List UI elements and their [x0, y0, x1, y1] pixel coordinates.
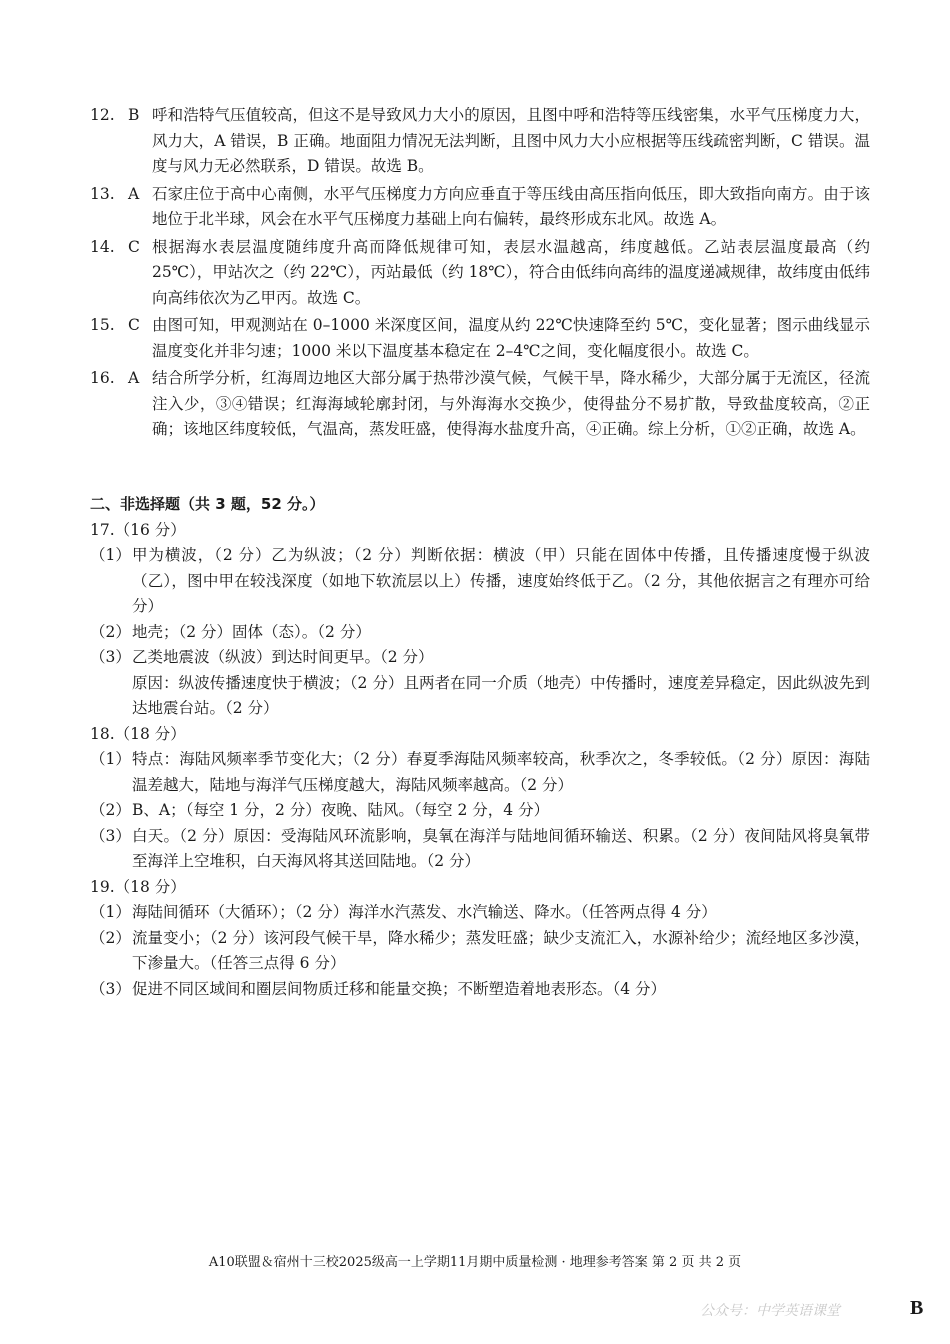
explanation-text: 呼和浩特气压值较高，但这不是导致风力大小的原因，且图中呼和浩特等压线密集，水平气压梯度力大，风力大，A 错误，B 正确。地面阻力情况无法判断，且图中风力大小应根据等压线疏密判断，C 错误。温度与风力无必然联系，D 错误。故选 B。	[152, 106, 870, 175]
part-number: （2）	[90, 801, 131, 819]
part-number: （2）	[90, 622, 131, 641]
part-text: 流量变小；（2 分）该河段气候干旱，降水稀少；蒸发旺盛；缺少支流汇入，水源补给少；流经地区多沙漠，下渗量大。（任答三点得 6 分）	[132, 928, 870, 972]
answer-letter: A	[128, 184, 140, 203]
answer-letter: B	[128, 106, 140, 124]
part-number: （3）	[90, 826, 131, 845]
question-number: 15.	[90, 316, 115, 334]
part-number: （1）	[90, 903, 131, 921]
part-text: B、A；（每空 1 分，2 分）夜晚、陆风。（每空 2 分，4 分）	[132, 801, 550, 819]
answer-item-13	[90, 182, 870, 233]
part-text: 甲为横波，（2 分）乙为纵波；（2 分）判断依据：横波（甲）只能在固体中传播，且传播速度慢于纵波（乙），图中甲在较浅深度（如地下软流层以上）传播，速度始终低于乙。（2 分，其他依据言之有理亦可给分）	[132, 546, 870, 615]
question-18-part-3	[90, 824, 870, 875]
version-mark: B	[910, 1297, 924, 1319]
question-19-part-2	[90, 926, 870, 977]
question-18-part-1	[90, 747, 870, 798]
question-number: 13.	[90, 184, 115, 203]
question-number: 16.	[90, 369, 115, 387]
part-number: （1）	[90, 750, 131, 768]
question-18-heading: 18.（18 分）	[90, 724, 186, 743]
part-number: （3）	[90, 648, 131, 666]
explanation-text: 根据海水表层温度随纬度升高而降低规律可知，表层水温越高，纬度越低。乙站表层温度最高（约 25℃），甲站次之（约 22℃），丙站最低（约 18℃），符合由低纬向高纬的温度递减规律，故纬度由低纬向高纬依次为乙甲丙。故选 C。	[152, 237, 870, 307]
part-text: 特点：海陆风频率季节变化大；（2 分）春夏季海陆风频率较高，秋季次之，冬季较低。（2 分）原因：海陆温差越大，陆地与海洋气压梯度越大，海陆风频率越高。（2 分）	[132, 750, 870, 794]
answer-letter: C	[128, 316, 140, 334]
part-number: （1）	[90, 546, 131, 564]
page-footer: A10联盟＆宿州十三校2025级高一上学期11月期中质量检测 · 地理参考答案 第 2 页 共 2 页	[208, 1255, 742, 1270]
part-text: 地壳；（2 分）固体（态）。（2 分）	[132, 622, 371, 641]
answer-item-16	[90, 366, 870, 443]
answer-item-14	[90, 235, 870, 312]
multiple-choice-answers	[90, 103, 870, 445]
question-17-heading: 17.（16 分）	[90, 520, 186, 539]
watermark: 公众号：中学英语课堂	[700, 1303, 840, 1319]
part-text: 乙类地震波（纵波）到达时间更早。（2 分）	[132, 648, 434, 666]
explanation-text: 结合所学分析，红海周边地区大部分属于热带沙漠气候，气候干旱，降水稀少，大部分属于无流区，径流注入少，③④错误；红海海域轮廓封闭，与外海海水交换少，使得盐分不易扩散，导致盐度较高，②正确；该地区纬度较低，气温高，蒸发旺盛，使得海水盐度升高，④正确。综上分析，①②正确，故选 A。	[152, 369, 870, 438]
question-19-heading: 19.（18 分）	[90, 877, 186, 896]
question-17-part-3-reason: 原因：纵波传播速度快于横波；（2 分）且两者在同一介质（地壳）中传播时，速度差异稳定，因此纵波先到达地震台站。（2 分）	[132, 673, 870, 717]
non-choice-section	[90, 492, 870, 1002]
answer-letter: C	[128, 237, 140, 256]
part-text: 促进不同区域间和圈层间物质迁移和能量交换；不断塑造着地表形态。（4 分）	[132, 979, 667, 998]
section-title: 二、非选择题（共 3 题，52 分。）	[90, 495, 325, 513]
answer-item-12	[90, 103, 870, 180]
part-number: （2）	[90, 928, 131, 947]
question-number: 14.	[90, 237, 115, 256]
explanation-text: 石家庄位于高中心南侧，水平气压梯度力方向应垂直于等压线由高压指向低压，即大致指向南方。由于该地位于北半球，风会在水平气压梯度力基础上向右偏转，最终形成东北风。故选 A。	[152, 184, 870, 228]
question-19-part-3	[90, 977, 870, 1003]
question-17-part-1	[90, 543, 870, 620]
answer-item-15	[90, 313, 870, 364]
question-18-part-2	[90, 798, 870, 824]
part-number: （3）	[90, 979, 131, 998]
answer-letter: A	[128, 369, 140, 387]
question-number: 12.	[90, 106, 115, 124]
explanation-text: 由图可知，甲观测站在 0–1000 米深度区间，温度从约 22℃快速降至约 5℃，变化显著；图示曲线显示温度变化并非匀速；1000 米以下温度基本稳定在 2–4℃之间，变化幅度很小。故选 C。	[152, 316, 870, 360]
question-17-part-3	[90, 645, 870, 671]
question-19-part-1	[90, 900, 870, 926]
part-text: 海陆间循环（大循环）；（2 分）海洋水汽蒸发、水汽输送、降水。（任答两点得 4 分）	[132, 903, 717, 921]
question-17-part-2	[90, 620, 870, 646]
part-text: 白天。（2 分）原因：受海陆风环流影响，臭氧在海洋与陆地间循环输送、积累。（2 分）夜间陆风将臭氧带至海洋上空堆积，白天海风将其送回陆地。（2 分）	[132, 826, 870, 870]
